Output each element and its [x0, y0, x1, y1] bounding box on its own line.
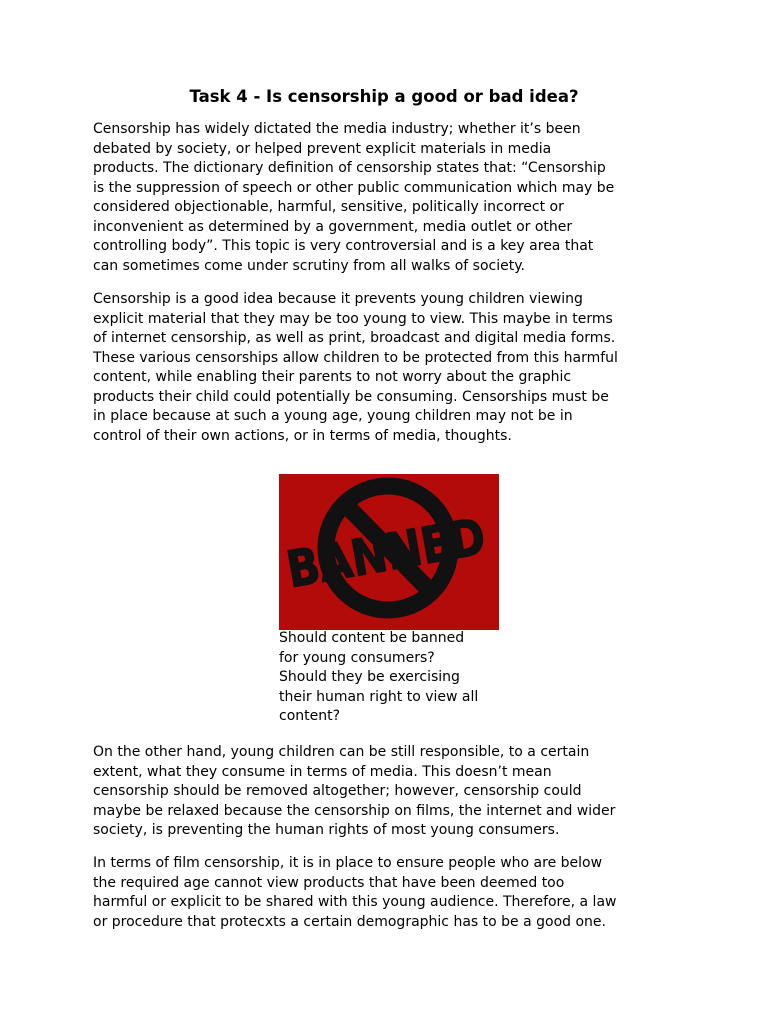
text-line: considered objectionable, harmful, sensitive, politically incorrect or — [93, 199, 564, 215]
text-line: control of their own actions, or in terms of media, thoughts. — [93, 427, 512, 444]
text-line: On the other hand, young children can be still responsible, to a certain — [93, 744, 590, 760]
figure-caption — [279, 629, 509, 727]
caption-line: their human right to view all — [279, 688, 479, 705]
text-line: or procedure that protecxts a certain demographic has to be a good one. — [93, 913, 606, 930]
page-title: Task 4 - Is censorship a good or bad idea? — [189, 87, 579, 106]
text-line: These various censorships allow children to be protected from this harmful — [93, 349, 618, 366]
text-line: society, is preventing the human rights of most young consumers. — [93, 822, 560, 838]
paragraph-good-idea — [93, 290, 683, 446]
caption-line: content? — [279, 708, 341, 724]
banned-image — [279, 474, 526, 630]
caption-line: for young consumers? — [279, 649, 435, 666]
text-line: Censorship has widely dictated the media industry; whether it’s been — [93, 121, 581, 137]
text-line: controlling body”. This topic is very controversial and is a key area that — [93, 238, 594, 254]
text-line: the required age cannot view products that have been deemed too — [93, 874, 565, 891]
caption-line: Should they be exercising — [279, 669, 460, 685]
caption-line: Should content be banned — [279, 630, 465, 646]
text-line: explicit material that they may be too young to view. This maybe in terms — [93, 310, 613, 327]
text-line: harmful or explicit to be shared with this young audience. Therefore, a law — [93, 894, 617, 910]
text-line: can sometimes come under scrutiny from all walks of society. — [93, 257, 525, 274]
banned-image-text: BANNED — [282, 501, 526, 600]
text-line: debated by society, or helped prevent explicit materials in media — [93, 140, 552, 157]
paragraph-other-hand — [93, 743, 683, 841]
paragraph-film-censorship — [93, 854, 683, 932]
prohibition-sign-icon — [279, 474, 526, 630]
text-line: products. The dictionary definition of censorship states that: “Censorship — [93, 160, 606, 176]
text-line: Censorship is a good idea because it prevents young children viewing — [93, 291, 583, 307]
text-line: of internet censorship, as well as print, broadcast and digital media forms. — [93, 330, 616, 346]
text-line: in place because at such a young age, young children may not be in — [93, 408, 573, 424]
text-line: is the suppression of speech or other public communication which may be — [93, 179, 615, 196]
text-line: In terms of film censorship, it is in place to ensure people who are below — [93, 855, 603, 871]
text-line: inconvenient as determined by a government, media outlet or other — [93, 218, 573, 235]
text-line: content, while enabling their parents to not worry about the graphic — [93, 369, 572, 385]
paragraph-intro — [93, 120, 683, 276]
text-line: maybe be relaxed because the censorship on films, the internet and wider — [93, 802, 616, 819]
text-line: censorship should be removed altogether; however, censorship could — [93, 783, 582, 799]
text-line: products their child could potentially be consuming. Censorships must be — [93, 388, 609, 405]
text-line: extent, what they consume in terms of media. This doesn’t mean — [93, 763, 552, 780]
